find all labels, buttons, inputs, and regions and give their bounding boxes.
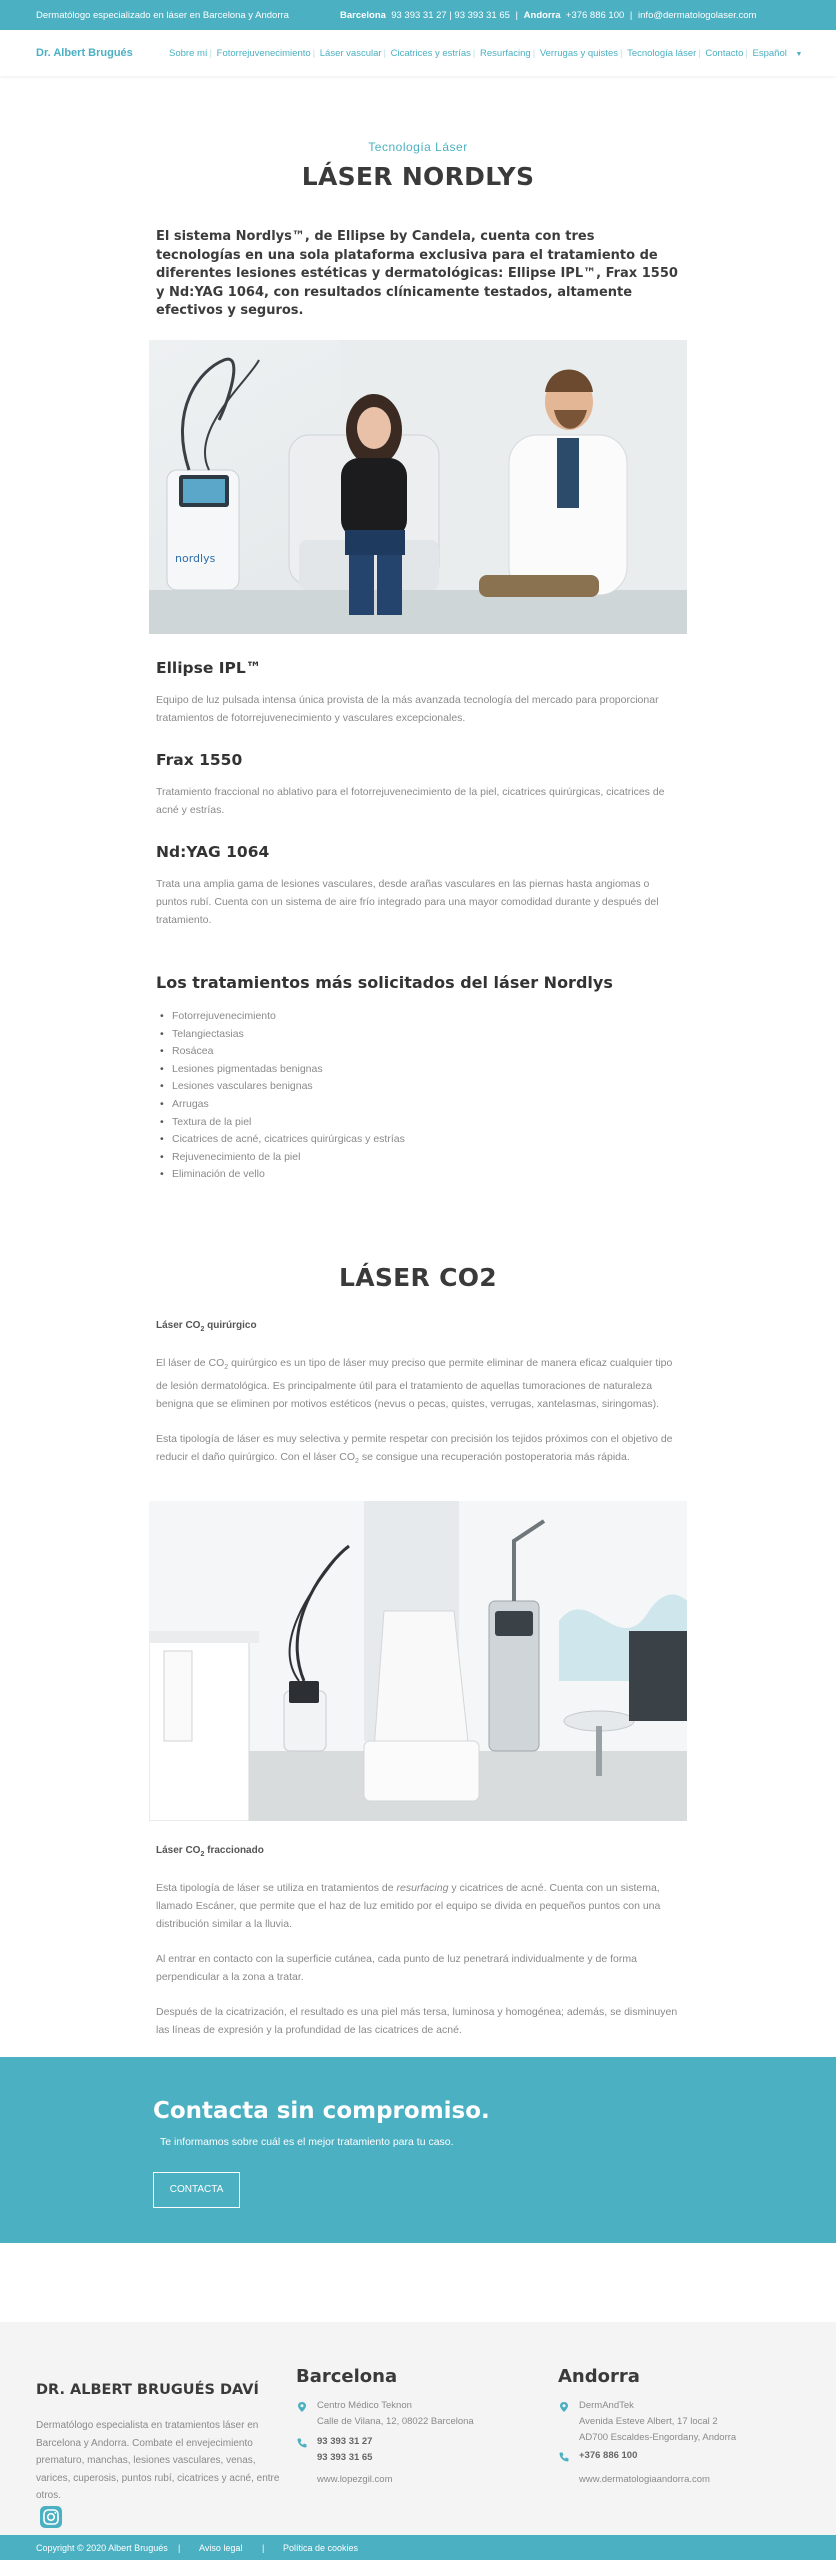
cta-title: Contacta sin compromiso. (153, 2098, 490, 2124)
andorra-phone[interactable]: +376 886 100 (565, 10, 625, 21)
consultation-illustration (149, 340, 687, 634)
tech-title-ndyag: Nd:YAG 1064 (156, 843, 270, 861)
footer-andorra-address: DermAndTek Avenida Esteve Albert, 17 local 2 AD700 Escaldes-Engordany, Andorra (579, 2400, 737, 2443)
top-bar (0, 0, 836, 30)
contact-button[interactable]: CONTACTA (153, 2172, 240, 2208)
nav-item-fotorrejuvenecimiento[interactable]: Fotorrejuvenecimiento (216, 48, 311, 59)
footer-doctor-name: DR. ALBERT BRUGUÉS DAVÍ (36, 2382, 259, 2398)
nav-item-verrugas[interactable]: Verrugas y quistes (539, 48, 618, 59)
list-item: • Cicatrices de acné, cicatrices quirúrgicas y estrías (172, 1131, 405, 1149)
list-item: • Fotorrejuvenecimiento (172, 1008, 405, 1026)
intro-text: El sistema Nordlys™, de Ellipse by Candela, cuenta con tres tecnologías en una sola plataforma exclusiva para el tratamiento de diferentes lesiones estéticas y dermatológicas: Ellipse IPL™, Frax 1550 y Nd:YAG 1064, con resultados clínicamente testados, altamente efectivos y seguros. (156, 229, 678, 318)
footer-andorra-web[interactable]: www.dermatologiaandorra.com (579, 2474, 710, 2485)
cta-subtitle: Te informamos sobre cuál es el mejor tratamiento para tu caso. (160, 2136, 454, 2148)
language-selector[interactable]: Español (752, 48, 787, 59)
chevron-down-icon[interactable]: ▼ (795, 51, 803, 58)
footer-bio: Dermatólogo especialista en tratamientos láser en Barcelona y Andorra. Combate el envejecimiento prematuro, manchas, lesiones vasculares, venas, varices, cuperosis, puntos rubí, cicatrices y acné, entre otros. (36, 2420, 280, 2501)
nav-item-sobre-mi[interactable]: Sobre mí (169, 48, 208, 59)
copyright-bar: Copyright © 2020 Albert Brugués | Aviso legal | Política de cookies (0, 2535, 836, 2560)
legal-notice-link[interactable]: Aviso legal (199, 2543, 243, 2553)
list-item: • Lesiones pigmentadas benignas (172, 1061, 405, 1079)
nav-item-laser-vascular[interactable]: Láser vascular (319, 48, 382, 59)
barcelona-label: Barcelona (340, 10, 386, 21)
tech-title-frax: Frax 1550 (156, 751, 243, 769)
footer-city-barcelona: Barcelona (296, 2366, 398, 2387)
footer-andorra-phone[interactable]: +376 886 100 (579, 2450, 638, 2461)
contact-cta-section (0, 2057, 836, 2243)
footer-barcelona-phones[interactable]: 93 393 31 27 93 393 31 65 (317, 2436, 373, 2463)
site-brand[interactable]: Dr. Albert Brugués (36, 47, 133, 59)
co2-title: LÁSER CO2 (338, 1263, 497, 1292)
list-item: • Textura de la piel (172, 1114, 405, 1132)
instagram-icon[interactable] (40, 2506, 62, 2528)
nav-menu: Sobre mí | Fotorrejuvenecimiento | Láser vascular | Cicatrices y estrías | Resurfacing | Verrugas y quistes | Tecnología láser | Contacto | Español ▼ (169, 48, 803, 59)
nav-item-tecnologia-laser[interactable]: Tecnología láser (627, 48, 697, 59)
nav-item-cicatrices[interactable]: Cicatrices y estrías (390, 48, 471, 59)
co2-fractional-label: Láser $CO_2$ fraccionado (156, 1845, 264, 1858)
phone-icon (296, 2437, 308, 2449)
co2-surgical-text: El láser de $CO_2$ quirúrgico es un tipo de láser muy preciso que permite eliminar de manera eficaz cualquier tipo de lesión dermatológica. Es principalmente útil para el tratamiento de aquellas tumoraciones de naturaleza benigna que se eliminen por motivos estéticos (nevus o pecas, quistes, verrugas, xantelasmas, siringomas). Esta tipología de láser es muy selectiva y permite respetar con precisión los tejidos próximos con el objetivo de reducir el daño quirúrgico. Con el láser $CO_2$ se consigue una recuperación postoperatoria más rápida. (156, 1357, 673, 1466)
nordlys-consultation-photo (149, 340, 687, 634)
location-pin-icon (296, 2401, 308, 2413)
co2-fractional-text: Esta tipología de láser se utiliza en tratamientos de resurfacing y cicatrices de acné. Cuenta con un sistema, llamado Escáner, que permite que el haz de luz emitido por el equipo se divida en pequeños puntos con una distribución similar a la lluvia. Al entrar en contacto con la superficie cutánea, cada punto de luz penetrará individualmente y de forma perpendicular a la zona a tratar. Después de la cicatrización, el resultado es una piel más tersa, luminosa y homogénea; además, se disminuyen las líneas de expresión y la profundidad de las cicatrices de acné. (156, 1882, 678, 2036)
clinic-room-illustration (149, 1501, 687, 1821)
photo-brand-text: nordlys (175, 552, 216, 565)
tech-title-ellipse: Ellipse IPL™ (156, 659, 262, 677)
list-item: • Rosácea (172, 1043, 405, 1061)
location-pin-icon (558, 2401, 570, 2413)
tech-text-ellipse: Equipo de luz pulsada intensa única provista de la más avanzada tecnología del mercado para proporcionar tratamientos de fotorrejuvenecimiento y vasculares excepcionales. (156, 694, 659, 724)
cookie-policy-link[interactable]: Política de cookies (283, 2543, 359, 2553)
nav-item-contacto[interactable]: Contacto (705, 48, 744, 59)
list-item: • Arrugas (172, 1096, 405, 1114)
top-bar-contacts: Barcelona 93 393 31 27 | 93 393 31 65 | Andorra +376 886 100 | info@dermatologolaser.com (340, 10, 757, 21)
section-eyebrow: Tecnología Láser (368, 140, 468, 154)
phone-icon (558, 2451, 570, 2463)
list-item: • Lesiones vasculares benignas (172, 1078, 405, 1096)
treatments-title: Los tratamientos más solicitados del láser Nordlys (156, 973, 613, 992)
top-bar-tagline: Dermatólogo especializado en láser en Barcelona y Andorra (36, 10, 289, 21)
footer (0, 2322, 836, 2535)
email-link[interactable]: info@dermatologolaser.com (638, 10, 757, 21)
co2-surgical-label: Láser $CO_2$ quirúrgico (156, 1320, 257, 1333)
tech-text-ndyag: Trata una amplia gama de lesiones vasculares, desde arañas vasculares en las piernas hasta angiomas o puntos rubí. Cuenta con un sistema de aire frío integrado para una mayor comodidad durante y después del tratamiento. (156, 878, 659, 926)
list-item: • Telangiectasias (172, 1026, 405, 1044)
main-navigation (0, 30, 836, 76)
barcelona-phones[interactable]: 93 393 31 27 | 93 393 31 65 (391, 10, 510, 21)
list-item: • Eliminación de vello (172, 1166, 405, 1184)
list-item: • Rejuvenecimiento de la piel (172, 1149, 405, 1167)
co2-clinic-room-photo (149, 1501, 687, 1821)
nav-item-resurfacing[interactable]: Resurfacing (480, 48, 531, 59)
footer-barcelona-address: Centro Médico Teknon Calle de Vilana, 12, 08022 Barcelona (317, 2400, 474, 2427)
copyright-text: Copyright © 2020 Albert Brugués (36, 2543, 168, 2553)
tech-text-frax: Tratamiento fraccional no ablativo para el fotorrejuvenecimiento de la piel, cicatrices quirúrgicas, cicatrices de acné y estrías. (156, 786, 665, 816)
page-title: LÁSER NORDLYS (301, 162, 535, 191)
treatments-list (172, 1008, 405, 1184)
andorra-label: Andorra (523, 10, 561, 21)
footer-barcelona-web[interactable]: www.lopezgil.com (317, 2474, 393, 2485)
footer-city-andorra: Andorra (558, 2366, 640, 2387)
